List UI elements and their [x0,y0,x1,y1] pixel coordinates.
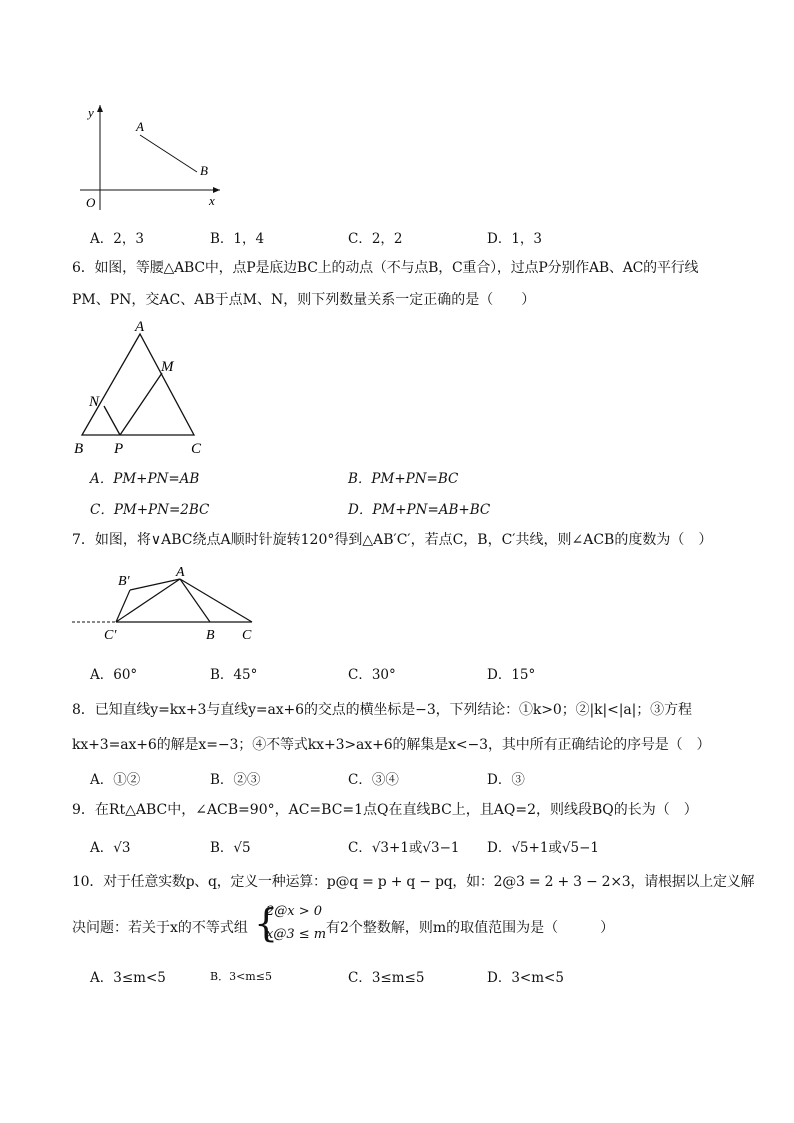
segment-pm [120,373,162,435]
q8-stem-line1: 8．已知直线y=kx+3与直线y=ax+6的交点的横坐标是−3，下列结论：①k>0；②|k|<|a|；③方程 [72,702,692,718]
q6-stem-line1: 6．如图，等腰△ABC中，点P是底边BC上的动点（不与点B，C重合），过点P分别作AB、AC的平行线 [72,260,699,276]
q8-option-c[interactable]: C．③④ [348,772,399,788]
q6-option-d[interactable]: D．PM+PN=AB+BC [348,502,491,518]
vertex-c-label: C [191,441,202,457]
segment-a-b [180,579,210,622]
vertex-c-prime-label: C′ [104,628,117,643]
q10-option-d[interactable]: D．3<m<5 [487,970,564,986]
q7-option-b[interactable]: B．45° [210,667,258,683]
q9-option-b[interactable]: B．√5 [210,840,251,856]
q5-option-d[interactable]: D．1，3 [487,231,543,247]
q10-option-c[interactable]: C．3≤m≤5 [348,970,425,986]
q9-option-c[interactable]: C．√3+1或√3−1 [348,840,460,856]
q10-stem-line2b: 有2个整数解，则m的取值范围为是（ ） [326,920,615,936]
point-n-label: N [89,394,100,410]
y-axis-arrow [97,105,103,112]
segment-a-c [180,579,252,622]
system-line1: 2@x > 0 [266,904,323,919]
segment-ab [140,135,197,172]
vertex-a-label: A [135,319,145,335]
point-b-label: B [200,163,208,178]
q9-stem: 9．在Rt△ABC中，∠ACB=90°，AC=BC=1点Q在直线BC上，且AQ=2，则线段BQ的长为（ ） [72,802,698,818]
segment-pn [104,406,120,435]
q8-stem-line2: kx+3=ax+6的解是x=−3；④不等式kx+3>ax+6的解集是x<−3，其中所有正确结论的序号是（ ） [72,737,711,753]
triangle-abc [82,334,194,435]
x-axis-label: x [209,193,215,208]
point-m-label: M [161,359,174,375]
q5-option-b[interactable]: B．1，4 [210,231,265,247]
origin-label: O [86,195,96,210]
q8-option-d[interactable]: D．③ [487,772,525,788]
y-axis-label: y [88,105,94,120]
point-a-label: A [136,119,144,134]
q7-option-c[interactable]: C．30° [348,667,396,683]
q10-option-a[interactable]: A．3≤m<5 [90,970,166,986]
q6-option-b[interactable]: B．PM+PN=BC [348,471,459,487]
vertex-b-label: B [206,628,215,643]
point-p-label: P [114,441,124,457]
q9-option-a[interactable]: A．√3 [90,840,131,856]
vertex-c-label: C [242,628,252,643]
q8-option-a[interactable]: A．①② [90,772,141,788]
q6-option-a[interactable]: A．PM+PN=AB [90,471,200,487]
vertex-b-label: B [74,441,84,457]
q7-rotation-figure [70,562,270,644]
q5-option-c[interactable]: C．2，2 [348,231,403,247]
system-brace: { [254,901,279,945]
q10-stem-line1: 10．对于任意实数p、q，定义一种运算：p@q = p + q − pq，如：2@3 = 2 + 3 − 2×3，请根据以上定义解 [72,874,755,890]
q6-stem-line2: PM、PN，交AC、AB于点M、N，则下列数量关系一定正确的是（ ） [72,292,536,308]
vertex-b-prime-label: B′ [118,574,130,589]
q9-option-d[interactable]: D．√5+1或√5−1 [487,840,600,856]
q10-stem-line2a: 决问题：若关于x的不等式组 [72,920,248,936]
q6-triangle-figure [72,316,222,458]
q7-stem: 7．如图，将∨ABC绕点A顺时针旋转120°得到△AB′C′，若点C，B，C′共线，则∠ACB的度数为（ ） [72,532,713,548]
vertex-a-label: A [176,565,185,580]
q10-option-b[interactable]: B．3<m≤5 [210,970,272,983]
q7-option-d[interactable]: D．15° [487,667,536,683]
system-line2: x@3 ≤ m [266,927,327,942]
q5-coordinate-figure [70,100,230,212]
q6-option-c[interactable]: C．PM+PN=2BC [90,502,210,518]
q7-option-a[interactable]: A．60° [90,667,138,683]
q5-option-a[interactable]: A．2，3 [90,231,144,247]
q8-option-b[interactable]: B．②③ [210,772,261,788]
